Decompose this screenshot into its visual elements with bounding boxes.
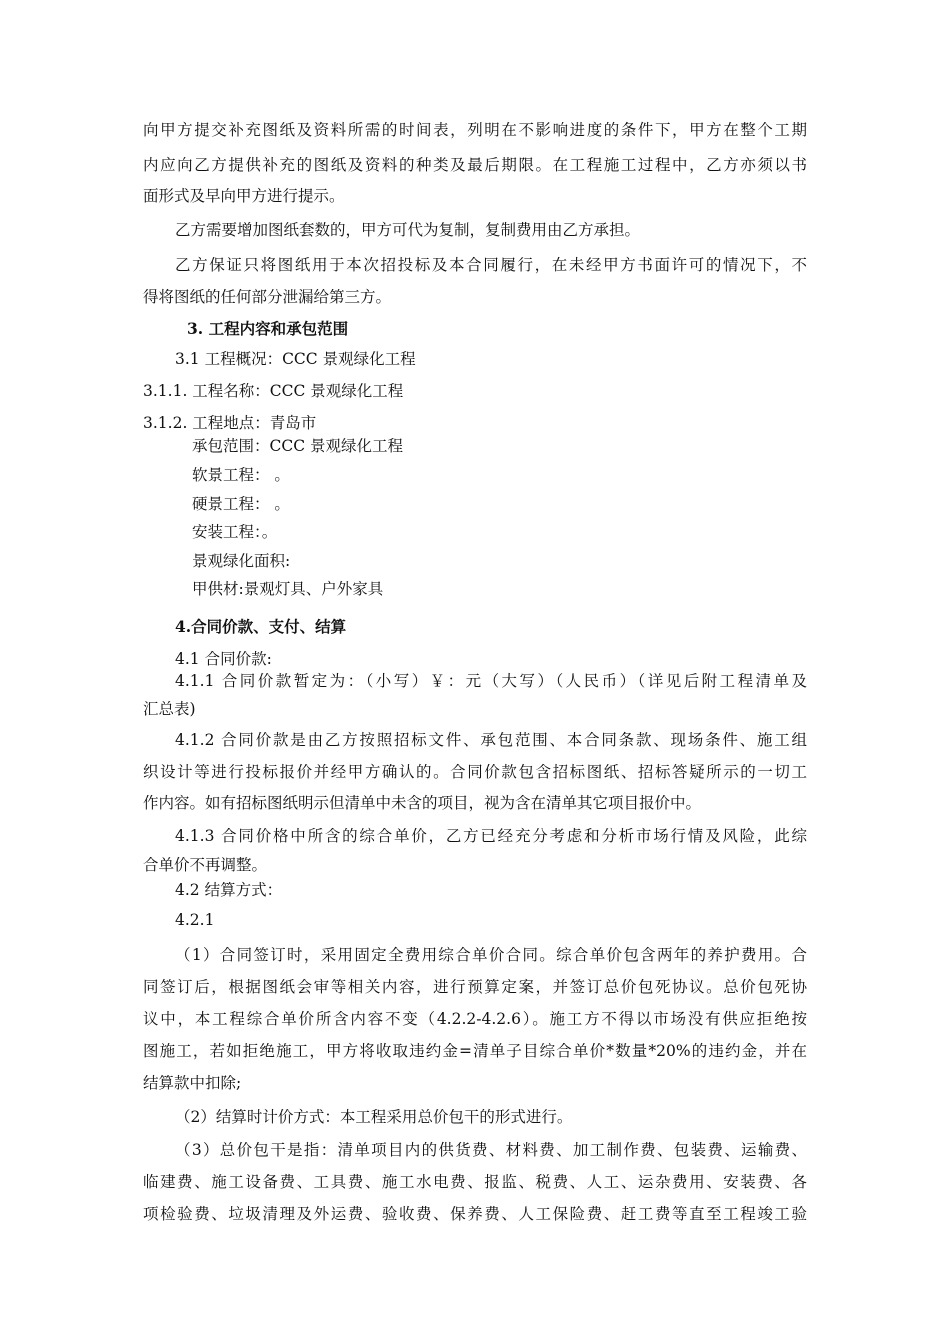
clause-line: 4.2.1 (175, 911, 215, 929)
clause-line: 4.2 结算方式： (175, 881, 283, 899)
clause-line: 合单价不再调整。 (143, 856, 268, 874)
clause-line: 同签订后，根据图纸会审等相关内容，进行预算定案，并签订总价包死协议。总价包死协 (143, 978, 807, 996)
paragraph-line: 内应向乙方提供补充的图纸及资料的种类及最后期限。在工程施工过程中，乙方亦须以书 (143, 156, 807, 174)
clause-line: 3.1 工程概况：CCC 景观绿化工程 (175, 350, 416, 368)
clause-line: 硬景工程： 。 (192, 495, 290, 513)
paragraph-line: 面形式及早向甲方进行提示。 (143, 187, 345, 205)
paragraph-line: 得将图纸的任何部分泄漏给第三方。 (143, 288, 392, 306)
clause-line: 甲供材:景观灯具、户外家具 (192, 580, 384, 598)
clause-line: 4.1.3 合同价格中所含的综合单价，乙方已经充分考虑和分析市场行情及风险，此综 (175, 827, 807, 845)
section-heading: 3. 工程内容和承包范围 (187, 319, 349, 338)
clause-line: 作内容。如有招标图纸明示但清单中未含的项目，视为含在清单其它项目报价中。 (143, 794, 702, 812)
clause-line: 项检验费、垃圾清理及外运费、验收费、保养费、人工保险费、赶工费等直至工程竣工验 (143, 1205, 807, 1223)
clause-line: 景观绿化面积: (192, 552, 291, 570)
clause-line: （3）总价包干是指：清单项目内的供货费、材料费、加工制作费、包装费、运输费、 (175, 1141, 807, 1159)
clause-line: 汇总表) (143, 700, 196, 718)
clause-line: 4.1 合同价款: (175, 650, 272, 668)
clause-line: 织设计等进行投标报价并经甲方确认的。合同价款包含招标图纸、招标答疑所示的一切工 (143, 763, 807, 781)
clause-line: 议中，本工程综合单价所含内容不变（4.2.2-4.2.6）。施工方不得以市场没有供应拒绝按 (143, 1010, 807, 1028)
clause-line: 图施工，若如拒绝施工，甲方将收取违约金=清单子目综合单价*数量*20%的违约金，并在 (143, 1042, 807, 1060)
clause-line: 3.1.1. 工程名称：CCC 景观绿化工程 (143, 382, 404, 400)
clause-line: （1）合同签订时，采用固定全费用综合单价合同。综合单价包含两年的养护费用。合 (175, 946, 807, 964)
paragraph-line: 向甲方提交补充图纸及资料所需的时间表，列明在不影响进度的条件下，甲方在整个工期 (143, 121, 807, 139)
paragraph-line: 乙方需要增加图纸套数的，甲方可代为复制，复制费用由乙方承担。 (175, 221, 641, 239)
clause-line: 4.1.2 合同价款是由乙方按照招标文件、承包范围、本合同条款、现场条件、施工组 (175, 731, 807, 749)
paragraph-line: 乙方保证只将图纸用于本次招投标及本合同履行，在未经甲方书面许可的情况下，不 (175, 256, 807, 274)
clause-line: 安装工程：。 (192, 523, 278, 541)
clause-line: 临建费、施工设备费、工具费、施工水电费、报监、税费、人工、运杂费用、安装费、各 (143, 1173, 807, 1191)
clause-line: 结算款中扣除; (143, 1074, 242, 1092)
section-heading: 4.合同价款、支付、结算 (175, 617, 347, 636)
clause-line: 软景工程： 。 (192, 466, 290, 484)
clause-line: （2）结算时计价方式：本工程采用总价包干的形式进行。 (175, 1108, 573, 1126)
clause-line: 承包范围：CCC 景观绿化工程 (192, 437, 404, 455)
clause-line: 3.1.2. 工程地点：青岛市 (143, 414, 317, 432)
clause-line: 4.1.1 合同价款暂定为：（小写）￥：元（大写）（人民币）（详见后附工程清单及 (175, 672, 807, 690)
